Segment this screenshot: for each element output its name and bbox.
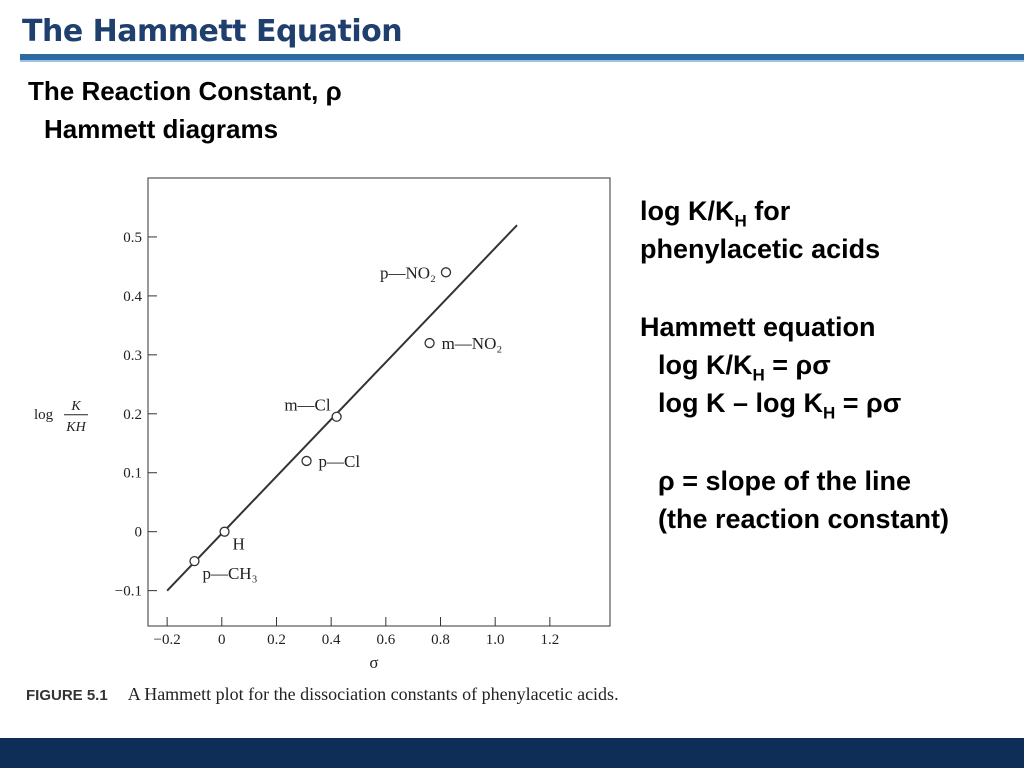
x-tick-label: 0.6: [376, 632, 396, 648]
subtitle: [28, 72, 342, 148]
text-l4-sub: H: [752, 365, 765, 385]
text-l5a: log K – log K: [658, 388, 823, 418]
figure-caption-text: A Hammett plot for the dissociation constants of phenylacetic acids.: [127, 684, 619, 704]
y-axis-label-numerator: K: [71, 398, 81, 414]
text-line-7: (the reaction constant): [658, 504, 950, 534]
x-tick-label: −0.2: [153, 632, 181, 648]
text-line-3: Hammett equation: [640, 312, 876, 342]
data-point-label: m—Cl: [284, 395, 331, 415]
data-point: [220, 527, 229, 536]
slide-title: The Hammett Equation: [22, 14, 403, 49]
x-tick-label: 0.4: [321, 632, 341, 648]
data-point: [302, 456, 311, 465]
y-tick-label: 0.5: [123, 229, 142, 246]
y-tick-label: 0.1: [123, 465, 142, 482]
data-point-label: p—CH₃: [202, 564, 258, 584]
title-underline-thin: [20, 60, 1024, 62]
y-tick-label: 0.4: [123, 288, 142, 305]
explanation-panel: [640, 192, 1024, 538]
hammett-chart: [20, 170, 620, 680]
data-point: [190, 557, 199, 566]
text-line-5: [640, 384, 1024, 422]
regression-line: [167, 225, 517, 590]
data-point-label: p—NO₂: [379, 263, 436, 283]
data-point-label: m—NO₂: [441, 334, 503, 354]
text-l4b: = ρσ: [764, 350, 831, 380]
data-point-label: H: [232, 534, 245, 554]
subtitle-line2: Hammett diagrams: [44, 114, 279, 144]
footer-bar: [0, 738, 1024, 768]
data-point: [441, 268, 450, 277]
text-l1-sub: H: [734, 211, 747, 231]
x-tick-label: 1.0: [485, 632, 505, 648]
x-tick-label: 0.8: [431, 632, 450, 648]
y-axis-label-denominator: KH: [66, 419, 86, 435]
text-line-2: phenylacetic acids: [640, 234, 881, 264]
plot-frame: [148, 178, 610, 626]
text-l5-sub: H: [823, 403, 836, 423]
y-tick-label: 0: [134, 524, 142, 541]
text-l1a: log K/K: [640, 196, 735, 226]
y-tick-label: −0.1: [114, 583, 142, 600]
x-tick-label: 0.2: [267, 632, 286, 648]
x-tick-label: 0: [218, 632, 226, 648]
text-line-6: ρ = slope of the line: [658, 466, 911, 496]
data-point: [332, 412, 341, 421]
data-point-label: p—Cl: [318, 451, 361, 471]
text-l5b: = ρσ: [835, 388, 902, 418]
figure-label: FIGURE 5.1: [26, 687, 108, 704]
text-l4a: log K/K: [658, 350, 753, 380]
data-point: [425, 339, 434, 348]
x-tick-label: 1.2: [540, 632, 560, 648]
hammett-plot-svg: [20, 170, 620, 680]
y-axis-label-prefix: log: [34, 406, 54, 423]
y-tick-label: 0.2: [123, 406, 142, 423]
text-line-1: [640, 192, 1024, 230]
text-line-4: [640, 346, 1024, 384]
y-tick-label: 0.3: [123, 347, 142, 364]
text-l1b: for: [746, 196, 791, 226]
subtitle-line1: The Reaction Constant, ρ: [28, 76, 342, 106]
x-axis-label: σ: [369, 653, 379, 672]
figure-caption: [26, 684, 619, 705]
